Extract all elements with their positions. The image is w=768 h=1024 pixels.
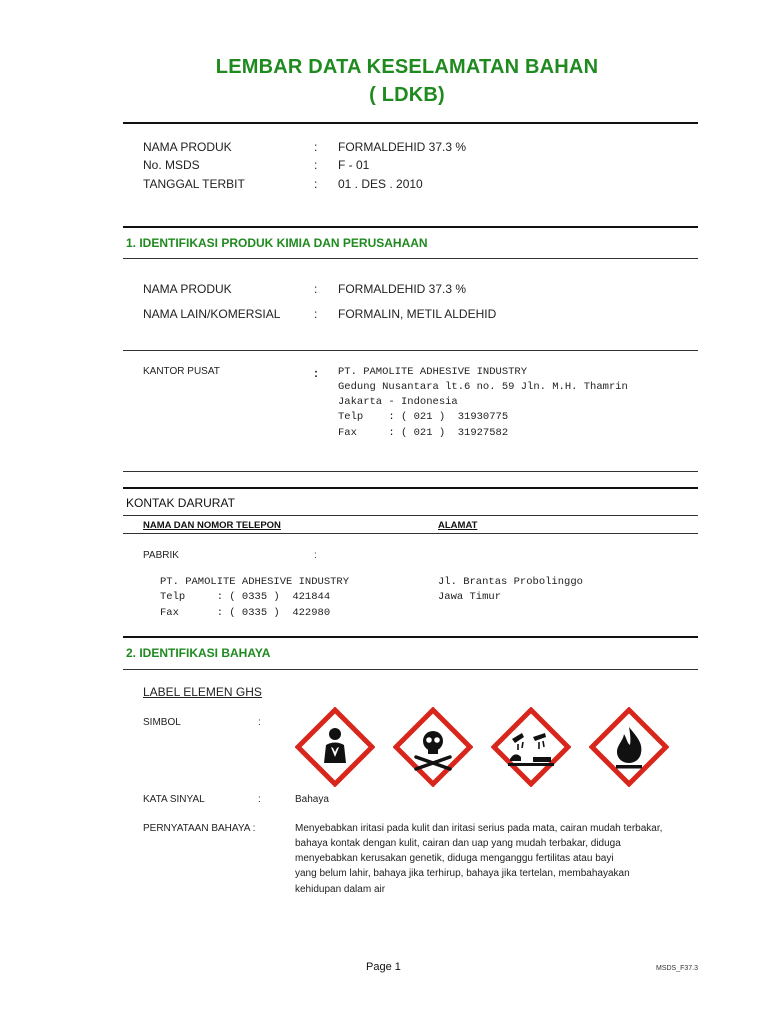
other-name-value: FORMALIN, METIL ALDEHID	[338, 307, 497, 321]
head-office-label: KANTOR PUSAT	[143, 366, 220, 377]
divider	[123, 258, 698, 259]
product-name-colon: :	[314, 140, 318, 154]
document-code: MSDS_F37.3	[656, 965, 699, 972]
signal-word-label: KATA SINYAL	[143, 794, 205, 805]
head-office-colon: :	[314, 366, 318, 380]
page-number: Page 1	[366, 961, 401, 973]
factory-fax: Fax : ( 0335 ) 422980	[160, 607, 331, 619]
divider	[123, 122, 698, 124]
skull-crossbones-icon	[393, 707, 473, 787]
divider	[123, 350, 698, 351]
divider	[123, 669, 698, 670]
section-2-heading: 2. IDENTIFIKASI BAHAYA	[126, 646, 271, 660]
factory-company-name: PT. PAMOLITE ADHESIVE INDUSTRY	[160, 576, 350, 588]
product-name-label: NAMA PRODUK	[143, 282, 232, 296]
hazard-statement-label: PERNYATAAN BAHAYA :	[143, 823, 256, 834]
signal-word-value: Bahaya	[295, 794, 329, 805]
divider	[123, 636, 698, 638]
other-name-label: NAMA LAIN/KOMERSIAL	[143, 307, 281, 321]
factory-colon: :	[314, 550, 317, 561]
column-address: ALAMAT	[438, 520, 478, 531]
divider	[123, 487, 698, 489]
section-1-heading: 1. IDENTIFIKASI PRODUK KIMIA DAN PERUSAHAAN	[126, 236, 428, 250]
flame-icon	[589, 707, 669, 787]
corrosion-icon	[491, 707, 571, 787]
document-subtitle: ( LDKB)	[369, 84, 445, 106]
product-name-value: FORMALDEHID 37.3 %	[338, 282, 467, 296]
issue-date-value: 01 . DES . 2010	[338, 177, 423, 191]
issue-date-label: TANGGAL TERBIT	[143, 177, 245, 191]
hazard-statement-line: yang belum lahir, bahaya jika terhirup, bahaya jika tertelan, membahayakan	[295, 868, 630, 879]
hazard-statement-line: bahaya kontak dengan kulit, cairan dan uap yang mudah terbakar, diduga	[295, 838, 621, 849]
health-hazard-icon	[295, 707, 375, 787]
msds-number-value: F - 01	[338, 158, 370, 172]
divider	[123, 471, 698, 472]
hazard-statement-line: Menyebabkan iritasi pada kulit dan iritasi serius pada mata, cairan mudah terbakar,	[295, 823, 663, 834]
factory-label: PABRIK	[143, 550, 179, 561]
factory-address-street: Jl. Brantas Probolinggo	[438, 576, 583, 588]
office-company-name: PT. PAMOLITE ADHESIVE INDUSTRY	[338, 366, 528, 378]
other-name-colon: :	[314, 307, 318, 321]
msds-number-label: No. MSDS	[143, 158, 200, 172]
document-title: LEMBAR DATA KESELAMATAN BAHAN	[215, 56, 599, 78]
symbol-colon: :	[258, 717, 261, 728]
office-address: Gedung Nusantara lt.6 no. 59 Jln. M.H. Thamrin	[338, 381, 628, 393]
column-name-phone: NAMA DAN NOMOR TELEPON	[143, 520, 281, 531]
msds-number-colon: :	[314, 158, 318, 172]
signal-word-colon: :	[258, 794, 261, 805]
hazard-statement-line: menyebabkan kerusakan genetik, diduga menganggu fertilitas atau bayi	[295, 853, 614, 864]
office-phone: Telp : ( 021 ) 31930775	[338, 411, 509, 423]
emergency-contact-heading: KONTAK DARURAT	[126, 496, 235, 510]
issue-date-colon: :	[314, 177, 318, 191]
product-name-label: NAMA PRODUK	[143, 140, 232, 154]
office-fax: Fax : ( 021 ) 31927582	[338, 427, 509, 439]
symbol-label: SIMBOL	[143, 717, 181, 728]
factory-address-region: Jawa Timur	[438, 591, 502, 603]
product-name-value: FORMALDEHID 37.3 %	[338, 140, 467, 154]
factory-phone: Telp : ( 0335 ) 421844	[160, 591, 331, 603]
hazard-statement-line: kehidupan dalam air	[295, 884, 386, 895]
ghs-label-subheading: LABEL ELEMEN GHS	[143, 685, 262, 699]
product-name-colon: :	[314, 282, 318, 296]
divider	[123, 226, 698, 228]
divider	[123, 533, 698, 534]
divider	[123, 515, 698, 516]
office-city: Jakarta - Indonesia	[338, 396, 458, 408]
